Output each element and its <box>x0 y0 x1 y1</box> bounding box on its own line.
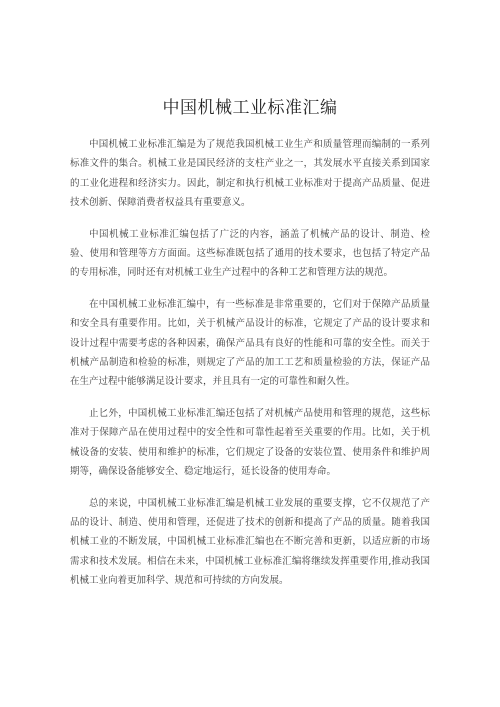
paragraph-4: 止匕外，中国机械工业标准汇编还包括了对机械产品使用和管理的规范，这些标准对于保障产品在使用过程中的安全性和可靠性起着至关重要的作用。比如，关于机械设备的安装、使用和维护的标准，它们规定了设备的安装位置、使用条件和维护周期等，确保设备能够安全、稳定地运行，延长设备的使用寿命。 <box>70 407 430 478</box>
paragraph-3: 在中国机械工业标准汇编中，有一些标准是非常重要的，它们对于保障产品质量和安全具有重要作用。比如，关于机械产品设计的标准，它规定了产品的设计要求和设计过程中需要考虑的各种因素，确保产品具有良好的性能和可靠的安全性。而关于机械产品制造和检验的标准，则规定了产品的加工工艺和质量检验的方法，保证产品在生产过程中能够满足设计要求，并且具有一定的可靠性和耐久性。 <box>70 298 430 388</box>
document-title: 中国机械工业标准汇编 <box>162 98 338 118</box>
document-body <box>70 135 430 591</box>
paragraph-2: 中国机械工业标准汇编包括了广泛的内容，涵盖了机械产品的设计、制造、检验、使用和管理等方方面面。这些标准既包括了通用的技术要求，也包括了特定产品的专用标准，同时还有对机械工业生产过程中的各种工艺和管理方法的规范。 <box>70 228 430 279</box>
paragraph-5: 总的来说，中国机械工业标准汇编是机械工业发展的重要支撑，它不仅规范了产品的设计、制造、使用和管理，还促进了技术的创新和提高了产品的质量。随着我国机械工业的不断发展，中国机械工业标准汇编也在不断完善和更新，以适应新的市场需求和技术发展。相信在未来，中国机械工业标准汇编将继续发挥重要作用,推动我国机械工业向着更加科学、规范和可持续的方向发展。 <box>70 497 430 587</box>
paragraph-1: 中国机械工业标准汇编是为了规范我国机械工业生产和质量管理而编制的一系列标准文件的集合。机械工业是国民经济的支柱产业之一，其发展水平直接关系到国家的工业化进程和经济实力。因此，制定和执行机械工业标准对于提高产品质量、促进技术创新、保障消费者权益具有重要意义。 <box>70 139 430 209</box>
